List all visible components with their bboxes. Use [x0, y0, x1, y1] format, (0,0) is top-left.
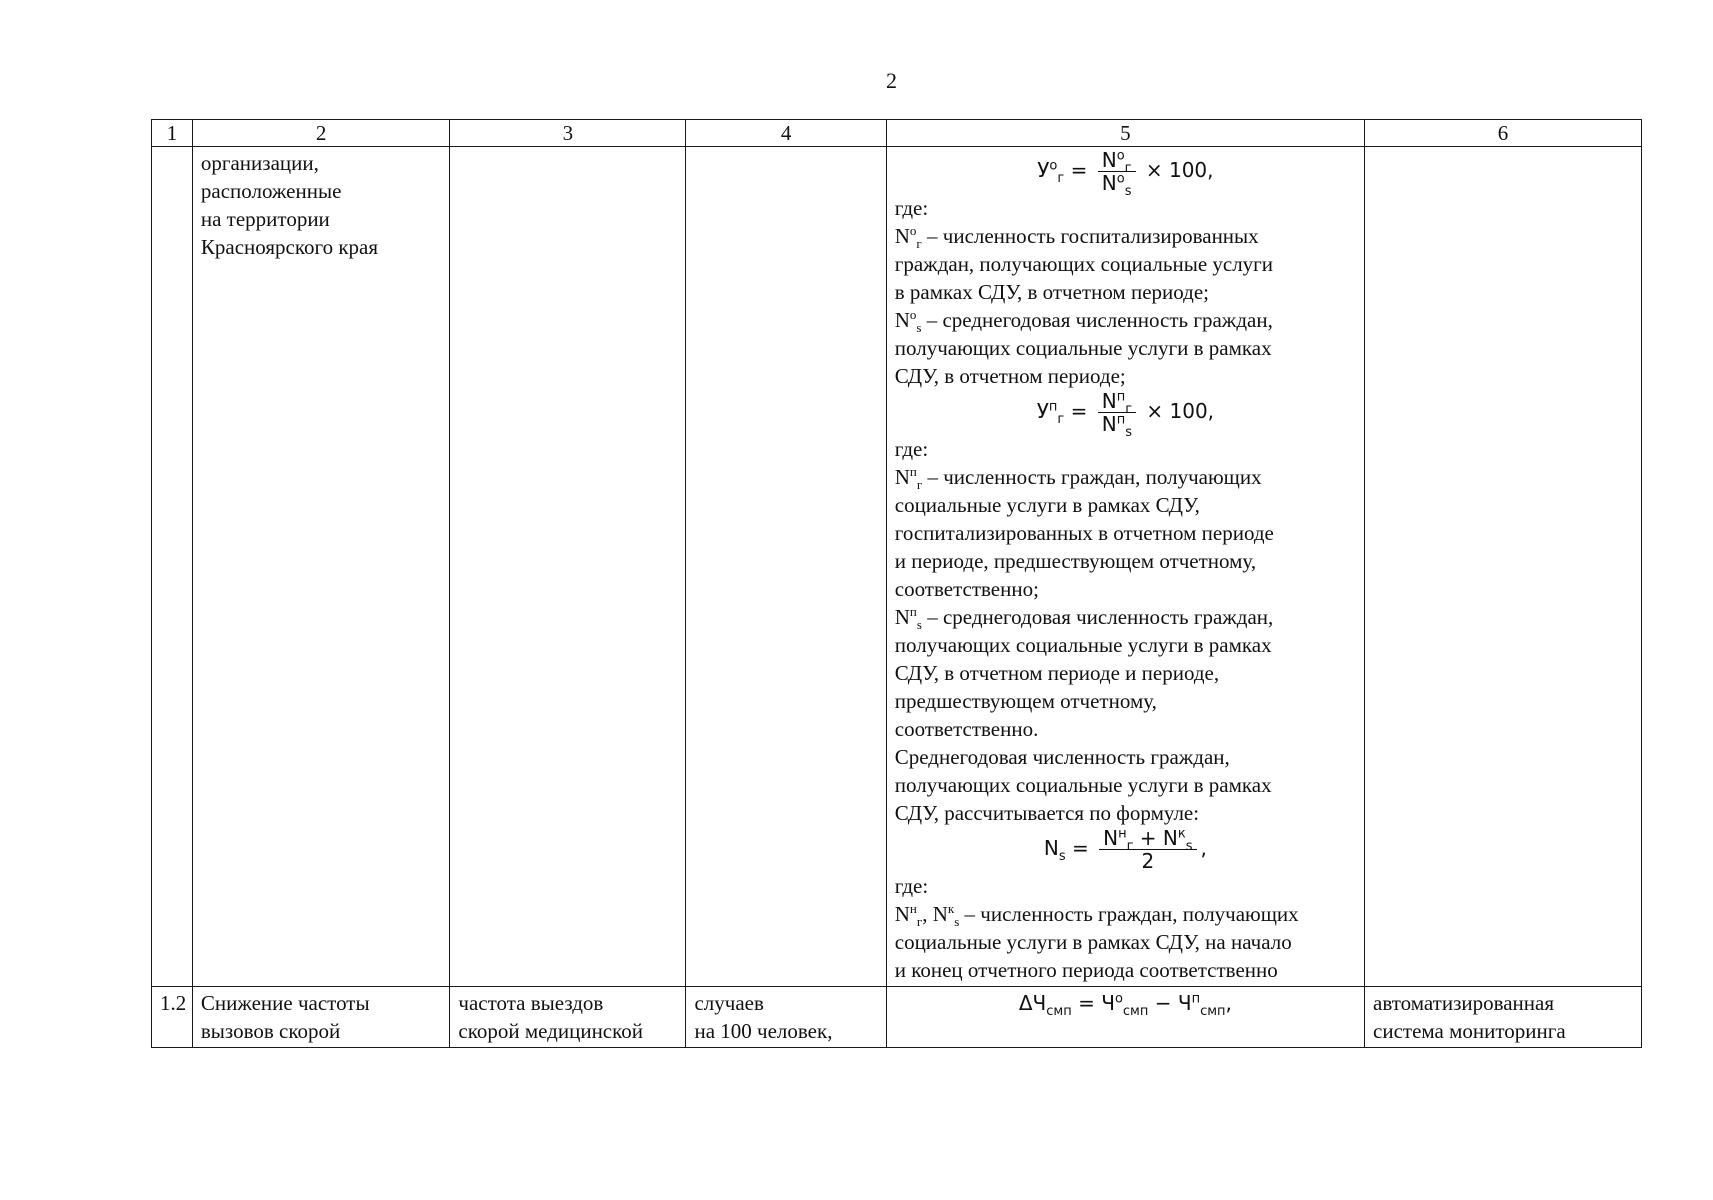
definition-line: получающих социальные услуги в рамках [894, 633, 1272, 657]
row1-col2-line: на территории [200, 207, 330, 231]
column-number-4: 4 [686, 120, 886, 147]
paragraph-line: получающих социальные услуги в рамках [894, 773, 1272, 797]
row2-col6 [1365, 987, 1642, 1048]
table-row [152, 987, 1642, 1048]
row2-col5 [886, 987, 1364, 1048]
column-number-6: 6 [1365, 120, 1642, 147]
definition-line: $N^о_s$ – среднегодовая численность граждан, [894, 307, 1273, 336]
formula-ambulance-delta: $\Delta Ч_{смп} = Ч^о_{смп} - Ч^п_{смп}$, [1018, 991, 1232, 1019]
paragraph-line: Среднегодовая численность граждан, [894, 745, 1230, 769]
table-header [152, 120, 1642, 147]
formula-average-count [895, 827, 1356, 872]
where-label: где: [894, 196, 929, 220]
equals-sign: = [1071, 836, 1089, 860]
formula-fraction: $\frac{N^о_г}{N^о_s}$ [1098, 149, 1136, 194]
definition-line: СДУ, в отчетном периоде и периоде, [894, 661, 1220, 685]
formula-fraction: $\frac{N^н_г + N^к_s}{2}$ [1099, 827, 1196, 872]
row2-col2-line: Снижение частоты [200, 991, 370, 1015]
definition-line: в рамках СДУ, в отчетном периоде; [894, 280, 1210, 304]
where-label: где: [894, 437, 929, 461]
table-row [152, 147, 1642, 987]
definition-symbol: $N^о_s$ [894, 307, 922, 336]
formula-tail: , [1200, 836, 1207, 860]
indicator-table [151, 119, 1642, 1048]
definition-line: госпитализированных в отчетном периоде [894, 521, 1274, 545]
row2-col3-line: скорой медицинской [458, 1019, 644, 1043]
row2-col2-line: вызовов скорой [200, 1019, 341, 1043]
definition-symbol: $N^о_г$ [894, 223, 922, 252]
formula-hospitalization-previous [895, 389, 1356, 440]
row1-col3 [450, 147, 686, 987]
row2-col2 [192, 987, 450, 1048]
row1-col5-method [886, 147, 1364, 987]
definition-line: и периоде, предшествующем отчетному, [894, 549, 1257, 573]
column-number-2: 2 [192, 120, 450, 147]
formula-fraction: $\frac{N^п_г}{N^п_s}$ [1098, 390, 1136, 435]
page-number: 2 [886, 68, 897, 93]
formula-lhs: $У^п_г$ [1036, 399, 1065, 427]
row1-col2 [192, 147, 450, 987]
formula-hospitalization-current [895, 148, 1356, 199]
row1-col2-line: Красноярского края [200, 235, 379, 259]
definition-line: $N^п_г$ – численность граждан, получающих [894, 464, 1262, 493]
column-number-5: 5 [886, 120, 1364, 147]
equals-sign: = [1070, 399, 1088, 423]
definition-line: предшествующем отчетному, [894, 689, 1157, 713]
row1-col4 [686, 147, 886, 987]
definition-line: социальные услуги в рамках СДУ, на начало [894, 930, 1292, 954]
formula-tail: × 100, [1145, 158, 1214, 182]
where-label: где: [894, 874, 929, 898]
row2-col1-number: 1.2 [152, 987, 193, 1048]
row2-col4-line: на 100 человек, [694, 1019, 833, 1043]
row1-col6 [1365, 147, 1642, 987]
definition-symbol: $N^п_s$ [894, 604, 922, 633]
definition-line: СДУ, в отчетном периоде; [894, 364, 1126, 388]
header-row [152, 120, 1642, 147]
definition-symbol: $N^п_г$ [894, 464, 923, 493]
definition-symbol: $N^к_s$ [932, 901, 960, 930]
column-number-3: 3 [450, 120, 686, 147]
paragraph-line: СДУ, рассчитывается по формуле: [894, 801, 1200, 825]
definition-line: граждан, получающих социальные услуги [894, 252, 1274, 276]
row2-col3 [450, 987, 686, 1048]
equals-sign: = [1070, 158, 1088, 182]
row1-col1 [152, 147, 193, 987]
row2-col6-line: система мониторинга [1373, 1019, 1566, 1043]
row2-col4-line: случаев [694, 991, 764, 1015]
row2-col6-line: автоматизированная [1373, 991, 1555, 1015]
column-number-1: 1 [152, 120, 193, 147]
row1-col2-line: расположенные [200, 179, 342, 203]
definition-line: $N^о_г$ – численность госпитализированных [894, 223, 1259, 252]
definition-line: соответственно. [894, 717, 1039, 741]
formula-lhs: $N_s$ [1043, 836, 1066, 864]
definition-symbol: $N^н_г$ [894, 901, 923, 930]
row1-col2-line: организации, [200, 151, 319, 175]
row2-col3-line: частота выездов [458, 991, 604, 1015]
row2-col4 [686, 987, 886, 1048]
formula-tail: × 100, [1146, 399, 1215, 423]
definition-line: социальные услуги в рамках СДУ, [894, 493, 1200, 517]
definition-line: $N^п_s$ – среднегодовая численность граждан, [894, 604, 1274, 633]
definition-line: соответственно; [894, 577, 1039, 601]
definition-line: и конец отчетного периода соответственно [894, 958, 1278, 982]
formula-lhs: $У^о_г$ [1037, 158, 1065, 186]
definition-line: $N^н_г$, $N^к_s$ – численность граждан, получающих [894, 901, 1299, 930]
definition-line: получающих социальные услуги в рамках [894, 336, 1272, 360]
